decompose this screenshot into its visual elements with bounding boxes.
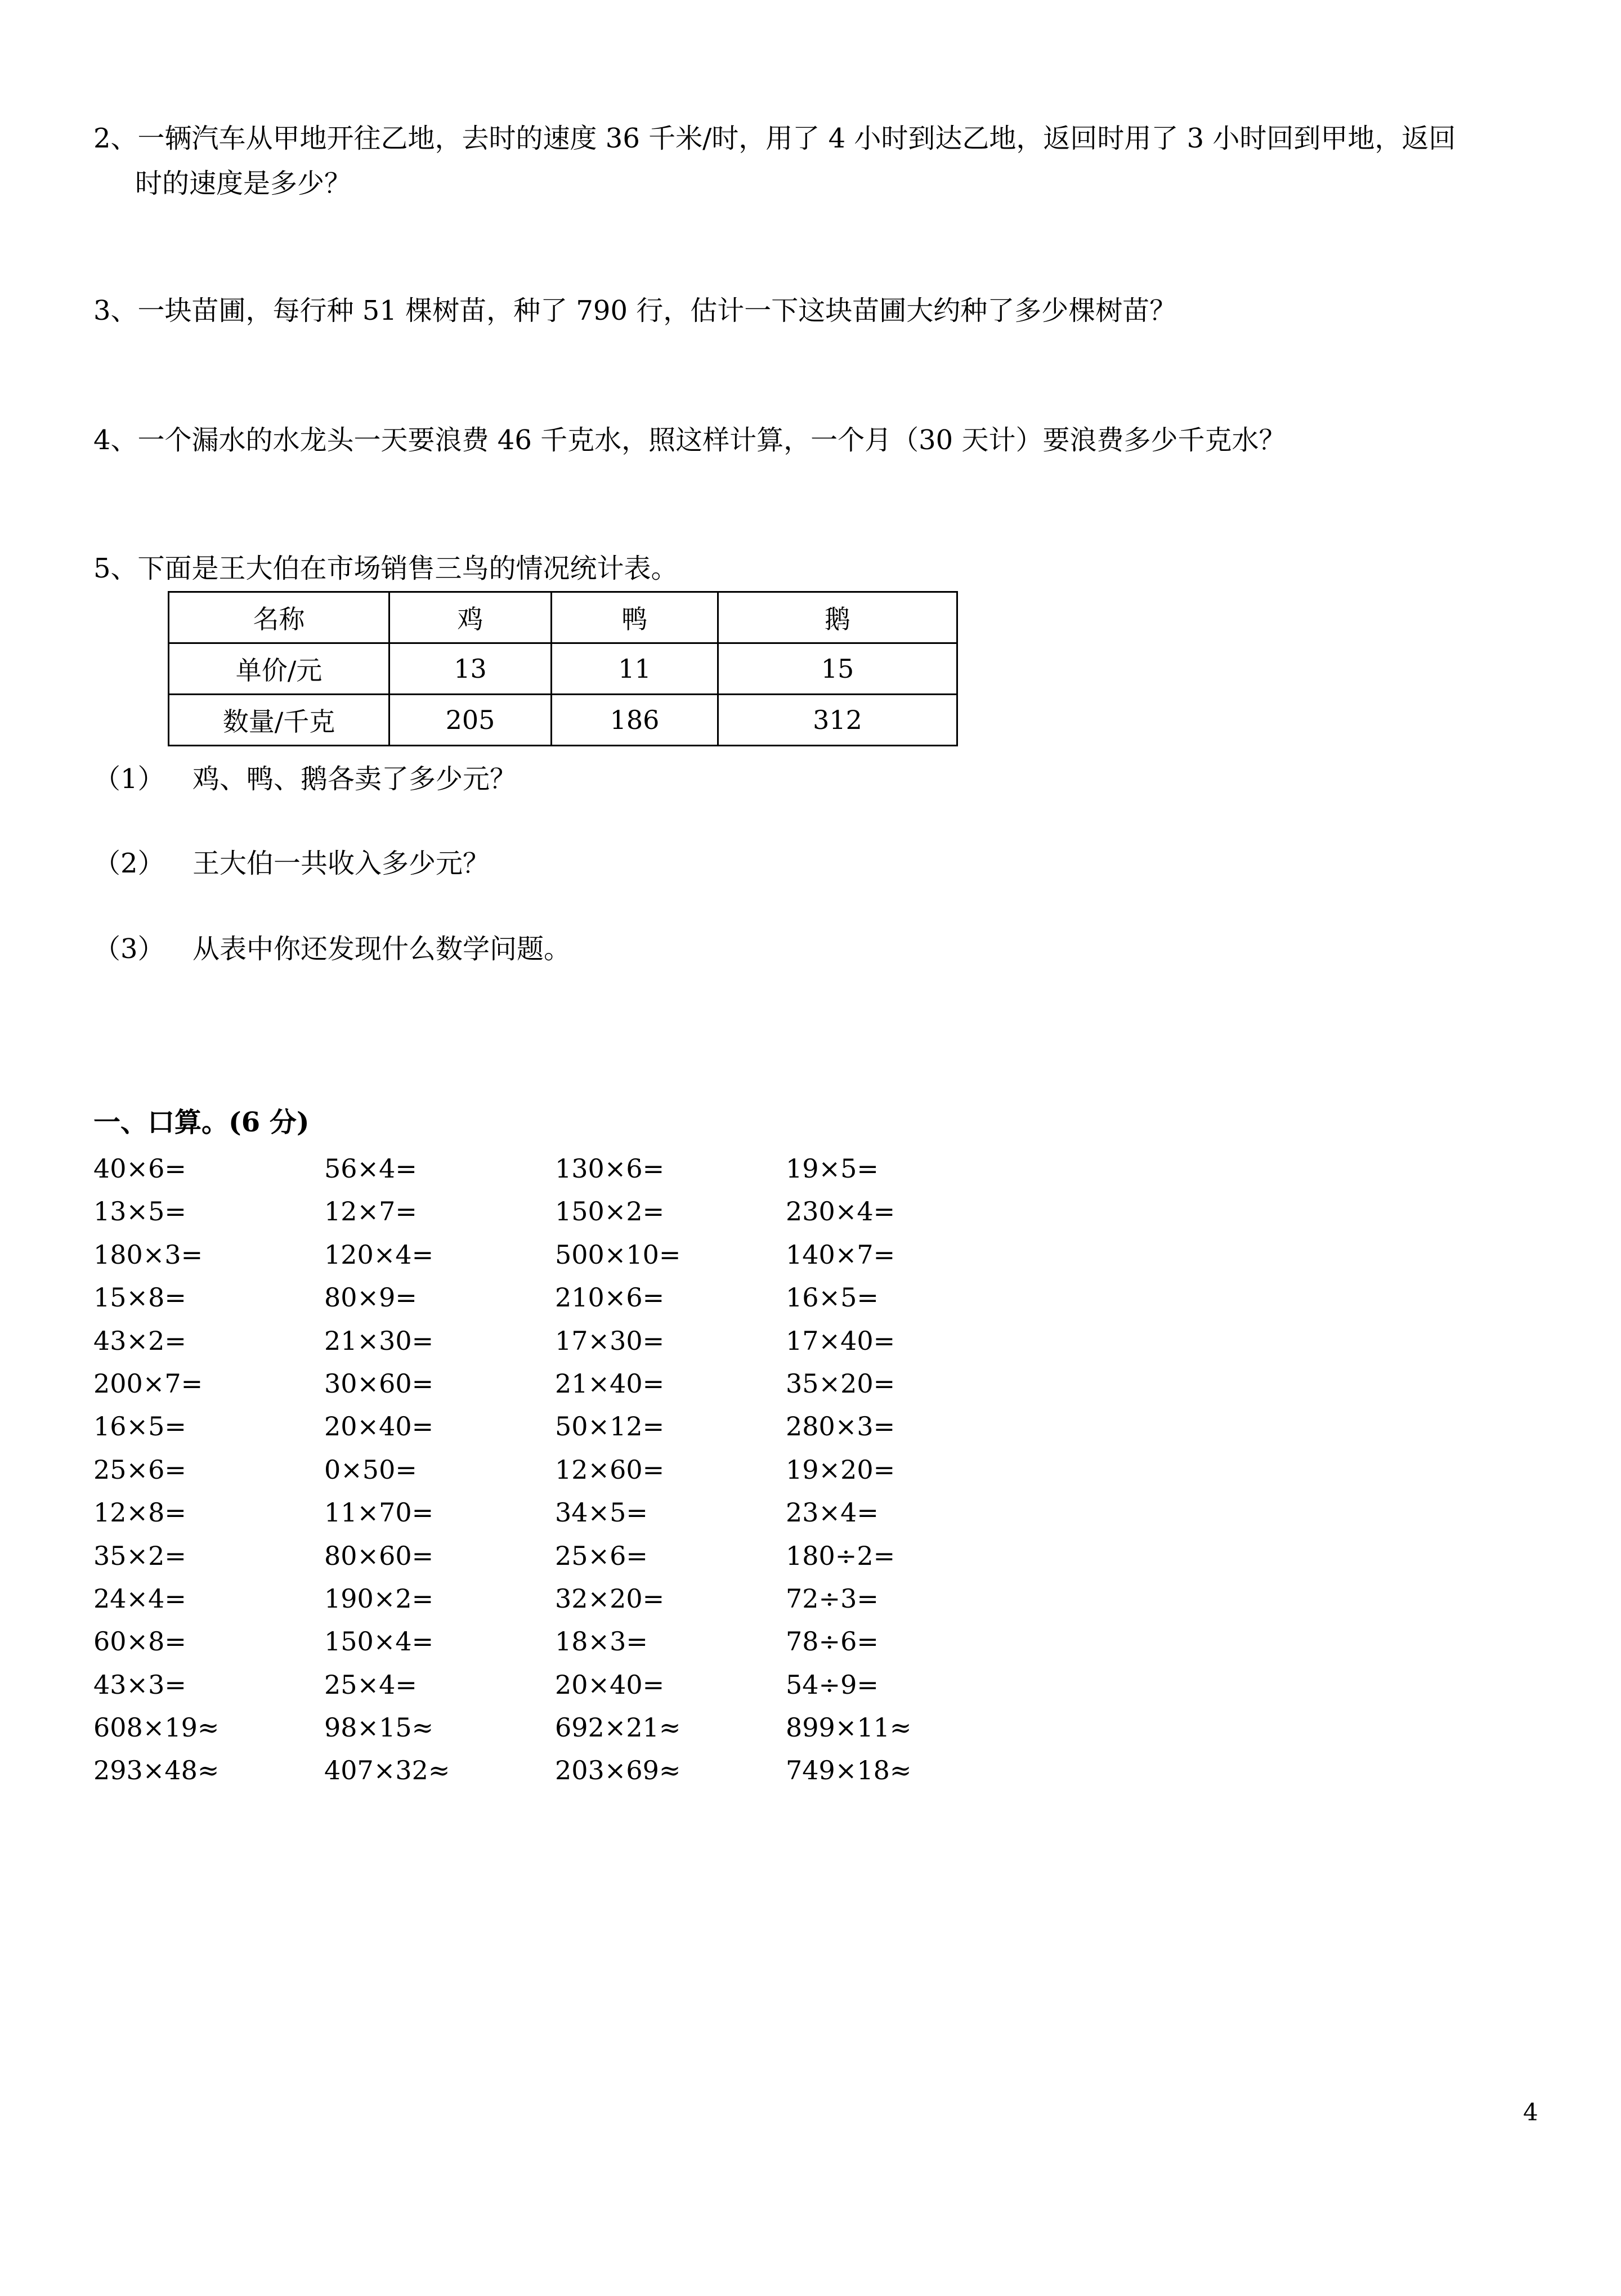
oral-problem: 407×32≈ bbox=[324, 1755, 450, 1786]
table-cell: 名称 bbox=[169, 592, 389, 643]
oral-problem: 12×60= bbox=[555, 1454, 665, 1485]
oral-problem: 203×69≈ bbox=[555, 1755, 681, 1786]
table-cell: 11 bbox=[552, 643, 718, 695]
question-5: 5、下面是王大伯在市场销售三鸟的情况统计表。 bbox=[93, 553, 678, 584]
oral-problem: 43×3= bbox=[93, 1669, 186, 1700]
oral-problem: 608×19≈ bbox=[93, 1712, 220, 1743]
subquestion-label: （1） bbox=[93, 763, 165, 795]
oral-problem: 749×18≈ bbox=[786, 1755, 912, 1786]
oral-problem: 60×8= bbox=[93, 1626, 186, 1657]
page-number: 4 bbox=[1523, 2098, 1538, 2126]
oral-problem: 54÷9= bbox=[786, 1669, 879, 1700]
oral-problem: 21×30= bbox=[324, 1325, 434, 1356]
oral-problem: 21×40= bbox=[555, 1368, 665, 1399]
oral-problem: 11×70= bbox=[324, 1497, 434, 1528]
subquestion-label: （2） bbox=[93, 848, 165, 879]
oral-problem: 25×6= bbox=[555, 1540, 648, 1571]
oral-problem: 40×6= bbox=[93, 1153, 186, 1184]
oral-problem: 200×7= bbox=[93, 1368, 203, 1399]
table-cell: 186 bbox=[552, 695, 718, 746]
table-cell: 单价/元 bbox=[169, 643, 389, 695]
oral-problem: 210×6= bbox=[555, 1282, 665, 1313]
oral-problem: 12×8= bbox=[93, 1497, 186, 1528]
table-cell: 数量/千克 bbox=[169, 695, 389, 746]
oral-problem: 130×6= bbox=[555, 1153, 665, 1184]
oral-problem: 25×6= bbox=[93, 1454, 186, 1485]
oral-problem: 80×60= bbox=[324, 1540, 434, 1571]
oral-problem: 56×4= bbox=[324, 1153, 417, 1184]
oral-problem: 20×40= bbox=[555, 1669, 665, 1700]
oral-problem: 19×20= bbox=[786, 1454, 895, 1485]
oral-problem: 43×2= bbox=[93, 1325, 186, 1356]
oral-problem: 30×60= bbox=[324, 1368, 434, 1399]
oral-problem: 50×12= bbox=[555, 1411, 665, 1442]
oral-problem: 500×10= bbox=[555, 1239, 681, 1270]
table-cell: 312 bbox=[718, 695, 957, 746]
table-cell: 鹅 bbox=[718, 592, 957, 643]
oral-problem: 293×48≈ bbox=[93, 1755, 220, 1786]
subquestion-label: （3） bbox=[93, 933, 165, 965]
table-cell: 13 bbox=[389, 643, 552, 695]
table-cell: 15 bbox=[718, 643, 957, 695]
subquestion-3 bbox=[93, 927, 571, 972]
oral-problem: 180÷2= bbox=[786, 1540, 895, 1571]
oral-problem: 72÷3= bbox=[786, 1583, 879, 1614]
oral-problem: 190×2= bbox=[324, 1583, 434, 1614]
oral-problem: 16×5= bbox=[786, 1282, 879, 1313]
oral-problem: 692×21≈ bbox=[555, 1712, 681, 1743]
table-cell: 鸡 bbox=[389, 592, 552, 643]
oral-problem: 13×5= bbox=[93, 1196, 186, 1227]
oral-problem: 180×3= bbox=[93, 1239, 203, 1270]
oral-problem: 34×5= bbox=[555, 1497, 648, 1528]
oral-problem: 18×3= bbox=[555, 1626, 648, 1657]
oral-problem: 120×4= bbox=[324, 1239, 434, 1270]
subquestion-2 bbox=[93, 841, 490, 886]
table-cell: 鸭 bbox=[552, 592, 718, 643]
oral-problem: 15×8= bbox=[93, 1282, 186, 1313]
oral-problem: 98×15≈ bbox=[324, 1712, 434, 1743]
oral-calculation-grid bbox=[93, 1147, 1017, 1792]
oral-problem: 80×9= bbox=[324, 1282, 417, 1313]
section-title: 一、口算。(6 分) bbox=[93, 1107, 310, 1138]
oral-problem: 19×5= bbox=[786, 1153, 879, 1184]
subquestion-1 bbox=[93, 757, 517, 802]
question-3: 3、一块苗圃，每行种 51 棵树苗，种了 790 行，估计一下这块苗圃大约种了多少棵树苗？ bbox=[93, 295, 1177, 326]
oral-problem: 35×2= bbox=[93, 1540, 186, 1571]
oral-problem: 230×4= bbox=[786, 1196, 895, 1227]
oral-problem: 20×40= bbox=[324, 1411, 434, 1442]
oral-problem: 17×30= bbox=[555, 1325, 665, 1356]
oral-problem: 32×20= bbox=[555, 1583, 665, 1614]
question-2: 2、一辆汽车从甲地开往乙地，去时的速度 36 千米/时，用了 4 小时到达乙地，返回时用了 3 小时回到甲地，返回 bbox=[93, 123, 1456, 154]
sales-table bbox=[168, 591, 958, 746]
oral-problem: 0×50= bbox=[324, 1454, 417, 1485]
oral-problem: 140×7= bbox=[786, 1239, 895, 1270]
oral-problem: 16×5= bbox=[93, 1411, 186, 1442]
table-cell: 205 bbox=[389, 695, 552, 746]
table-header-row bbox=[169, 592, 957, 643]
oral-problem: 150×2= bbox=[555, 1196, 665, 1227]
oral-problem: 12×7= bbox=[324, 1196, 417, 1227]
oral-problem: 35×20= bbox=[786, 1368, 895, 1399]
question-2-continuation: 时的速度是多少？ bbox=[135, 168, 352, 199]
table-row bbox=[169, 695, 957, 746]
oral-problem: 280×3= bbox=[786, 1411, 895, 1442]
table-row bbox=[169, 643, 957, 695]
oral-problem: 24×4= bbox=[93, 1583, 186, 1614]
oral-problem: 899×11≈ bbox=[786, 1712, 912, 1743]
oral-problem: 25×4= bbox=[324, 1669, 417, 1700]
subquestion-text: 鸡、鸭、鹅各卖了多少元？ bbox=[192, 763, 517, 795]
subquestion-text: 王大伯一共收入多少元？ bbox=[192, 848, 490, 879]
oral-problem: 78÷6= bbox=[786, 1626, 879, 1657]
oral-problem: 150×4= bbox=[324, 1626, 434, 1657]
question-4: 4、一个漏水的水龙头一天要浪费 46 千克水，照这样计算，一个月（30 天计）要浪费多少千克水？ bbox=[93, 424, 1286, 456]
oral-problem: 23×4= bbox=[786, 1497, 879, 1528]
oral-problem: 17×40= bbox=[786, 1325, 895, 1356]
subquestion-text: 从表中你还发现什么数学问题。 bbox=[192, 933, 571, 965]
